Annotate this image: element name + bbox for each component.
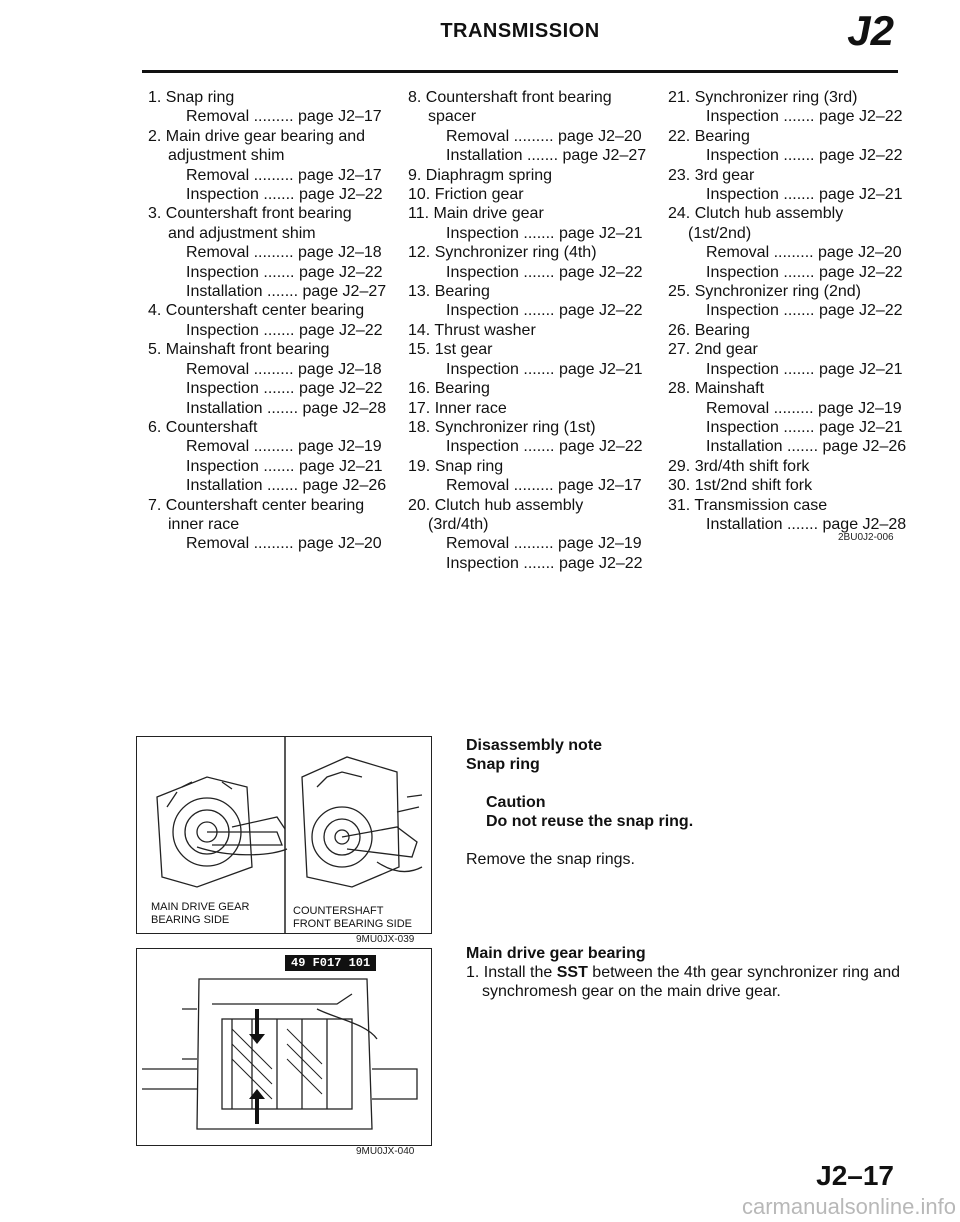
parts-list-item	[408, 243, 658, 282]
part-label: 14. Thrust washer	[408, 321, 536, 339]
page-reference: Removal ......... page J2–19	[706, 399, 902, 417]
page-reference: Inspection ....... page J2–21	[446, 360, 643, 378]
parts-list-item	[148, 204, 398, 301]
part-label: 30. 1st/2nd shift fork	[668, 477, 813, 495]
parts-list-item	[668, 340, 918, 379]
page-reference: Removal ......... page J2–19	[186, 438, 382, 456]
part-label: 20. Clutch hub assembly	[408, 496, 584, 514]
part-label: 19. Snap ring	[408, 457, 504, 475]
parts-list-item	[148, 301, 398, 340]
page-reference: Removal ......... page J2–17	[186, 166, 382, 184]
snap-ring-heading: Snap ring	[466, 756, 540, 773]
part-label: 22. Bearing	[668, 127, 750, 145]
page-reference: Removal ......... page J2–20	[706, 244, 902, 262]
parts-list-item	[408, 399, 658, 418]
page-reference: Inspection ....... page J2–21	[706, 418, 903, 436]
figure1-code: 9MU0JX-039	[356, 934, 415, 945]
page-reference: Inspection ....... page J2–22	[186, 380, 383, 398]
install-step-cont: synchromesh gear on the main drive gear.	[482, 983, 781, 1000]
parts-list-item	[668, 127, 918, 166]
part-label: 15. 1st gear	[408, 341, 493, 359]
page-reference: Removal ......... page J2–18	[186, 244, 382, 262]
parts-list-item	[668, 496, 918, 535]
part-label: 2. Main drive gear bearing and	[148, 127, 366, 145]
page-reference: Inspection ....... page J2–22	[706, 263, 903, 281]
parts-list-item	[408, 418, 658, 457]
parts-list-code: 2BU0J2-006	[838, 532, 894, 543]
parts-list-item	[668, 457, 918, 476]
snap-ring-instruction: Remove the snap rings.	[466, 851, 635, 868]
part-label: 31. Transmission case	[668, 496, 828, 514]
section-title: TRANSMISSION	[440, 20, 600, 42]
parts-list-item	[148, 340, 398, 418]
part-label: 16. Bearing	[408, 380, 490, 398]
part-label: 6. Countershaft	[148, 418, 258, 436]
disassembly-note-section	[466, 736, 693, 869]
parts-list-item	[408, 88, 658, 166]
page-reference: Inspection ....... page J2–22	[446, 302, 643, 320]
page-reference: Inspection ....... page J2–22	[706, 108, 903, 126]
part-label: 5. Mainshaft front bearing	[148, 341, 330, 359]
page-reference: Inspection ....... page J2–22	[186, 321, 383, 339]
parts-list-item	[148, 127, 398, 205]
parts-list-item	[408, 340, 658, 379]
page-reference: Inspection ....... page J2–22	[446, 263, 643, 281]
page-reference: Inspection ....... page J2–21	[706, 360, 903, 378]
parts-list-item	[408, 496, 658, 574]
install-step: 1. Install the SST between the 4th gear synchronizer ring and	[466, 964, 901, 981]
page-reference: Installation ....... page J2–26	[186, 477, 387, 495]
part-label: 10. Friction gear	[408, 186, 524, 204]
part-label: 13. Bearing	[408, 283, 490, 301]
page-reference: Installation ....... page J2–27	[446, 147, 647, 165]
parts-list-item	[148, 496, 398, 554]
figure1-label-left: MAIN DRIVE GEAR BEARING SIDE	[151, 901, 250, 926]
parts-list-item	[408, 321, 658, 340]
page-reference: Removal ......... page J2–20	[446, 127, 642, 145]
part-label: 27. 2nd gear	[668, 341, 758, 359]
page-reference: Inspection ....... page J2–22	[706, 147, 903, 165]
parts-list-item	[668, 282, 918, 321]
figure-sst-install	[136, 948, 432, 1146]
parts-list-item	[668, 88, 918, 127]
parts-list-item	[408, 379, 658, 398]
page-number: J2–17	[816, 1160, 894, 1191]
figure2-code: 9MU0JX-040	[356, 1146, 415, 1157]
parts-list-item	[668, 166, 918, 205]
part-label: 11. Main drive gear	[408, 205, 544, 223]
page-reference: Inspection ....... page J2–22	[706, 302, 903, 320]
parts-list-item	[408, 457, 658, 496]
header-rule	[142, 70, 898, 73]
caution-text: Do not reuse the snap ring.	[486, 813, 694, 830]
parts-list-item	[148, 88, 398, 127]
part-label: 21. Synchronizer ring (3rd)	[668, 89, 858, 106]
part-label: 3. Countershaft front bearing	[148, 205, 352, 223]
part-label: 23. 3rd gear	[668, 166, 755, 184]
part-label: 9. Diaphragm spring	[408, 166, 553, 184]
page-reference: Installation ....... page J2–27	[186, 283, 387, 301]
part-label-cont: inner race	[168, 515, 240, 533]
part-label: 18. Synchronizer ring (1st)	[408, 418, 596, 436]
page-reference: Inspection ....... page J2–22	[186, 186, 383, 204]
parts-list-item	[408, 166, 658, 185]
part-label-cont: (3rd/4th)	[428, 515, 489, 533]
page-reference: Removal ......... page J2–18	[186, 360, 382, 378]
watermark: carmanualsonline.info	[741, 1194, 956, 1219]
parts-list-item	[668, 476, 918, 495]
page-reference: Installation ....... page J2–28	[186, 399, 387, 417]
part-label: 8. Countershaft front bearing	[408, 89, 612, 106]
part-label: 1. Snap ring	[148, 89, 235, 106]
page-reference: Inspection ....... page J2–21	[186, 457, 383, 475]
part-label: 7. Countershaft center bearing	[148, 496, 365, 514]
main-drive-gear-bearing-section	[466, 944, 906, 1001]
figure-snap-ring-removal	[136, 736, 432, 934]
section-code: J2	[847, 7, 894, 54]
figure1-label-right: COUNTERSHAFT FRONT BEARING SIDE	[293, 905, 412, 930]
parts-list-column-2	[408, 88, 658, 573]
page-reference: Removal ......... page J2–17	[186, 108, 382, 126]
page-reference: Installation ....... page J2–26	[706, 438, 907, 456]
part-label: 17. Inner race	[408, 399, 507, 417]
page-reference: Inspection ....... page J2–21	[446, 224, 643, 242]
disassembly-heading: Disassembly note	[466, 737, 603, 754]
page-reference: Inspection ....... page J2–22	[446, 438, 643, 456]
page-reference: Removal ......... page J2–20	[186, 535, 382, 553]
page-reference: Inspection ....... page J2–22	[446, 554, 643, 572]
parts-list-column-1	[148, 88, 398, 554]
parts-list-item	[148, 418, 398, 496]
part-label-cont: and adjustment shim	[168, 224, 316, 242]
main-drive-heading: Main drive gear bearing	[466, 945, 646, 962]
sst-tag: 49 F017 101	[285, 955, 376, 971]
page-reference: Removal ......... page J2–19	[446, 535, 642, 553]
parts-list-item	[408, 204, 658, 243]
part-label: 26. Bearing	[668, 321, 750, 339]
part-label: 25. Synchronizer ring (2nd)	[668, 283, 861, 301]
sst-illustration	[137, 949, 431, 1145]
page-reference: Removal ......... page J2–17	[446, 477, 642, 495]
part-label: 28. Mainshaft	[668, 380, 765, 398]
parts-list-item	[408, 282, 658, 321]
part-label: 4. Countershaft center bearing	[148, 302, 365, 320]
part-label-cont: spacer	[428, 108, 477, 126]
part-label-cont: (1st/2nd)	[688, 224, 752, 242]
parts-list-item	[408, 185, 658, 204]
parts-list-item	[668, 204, 918, 282]
part-label-cont: adjustment shim	[168, 147, 285, 165]
part-label: 29. 3rd/4th shift fork	[668, 457, 810, 475]
page-reference: Installation ....... page J2–28	[706, 515, 907, 533]
parts-list-item	[668, 379, 918, 457]
part-label: 12. Synchronizer ring (4th)	[408, 244, 597, 262]
caution-title: Caution	[486, 794, 546, 811]
page-reference: Inspection ....... page J2–21	[706, 186, 903, 204]
part-label: 24. Clutch hub assembly	[668, 205, 844, 223]
parts-list-item	[668, 321, 918, 340]
page-reference: Inspection ....... page J2–22	[186, 263, 383, 281]
parts-list-column-3	[668, 88, 918, 534]
